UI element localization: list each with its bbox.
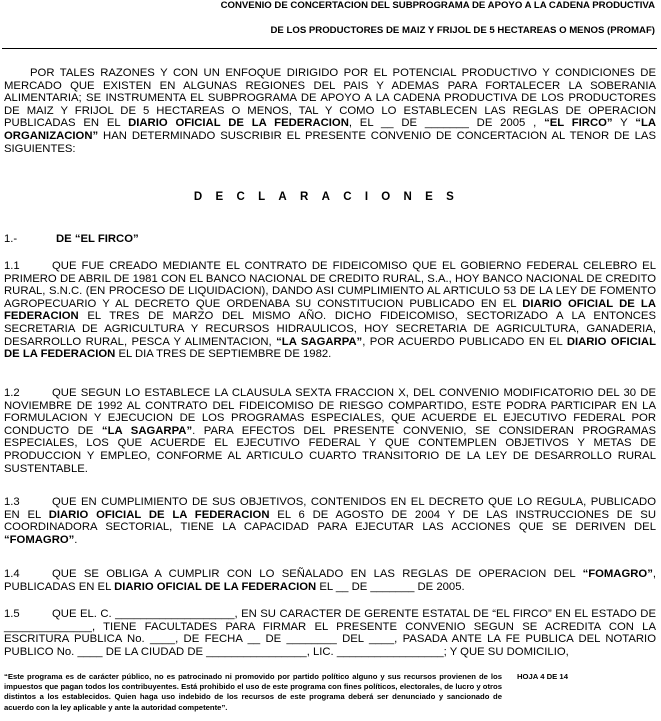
intro-text-2: , EL __ DE _______ DE 2005 , (348, 117, 545, 130)
clause-1-3-number: 1.3 (4, 496, 20, 508)
clause-1-4-bold-2: DIARIO OFICIAL DE LA FEDERACION (114, 580, 317, 593)
clause-1-4-text-1: QUE SE OBLIGA A CUMPLIR CON LO SEÑALADO EN LAS REGLAS DE OPERACION DEL (52, 568, 583, 580)
clause-1-2-text-1: QUE SEGUN LO ESTABLECE LA CLAUSULA SEXTA FRACCION X, DEL CONVENIO MODIFICATORIO DEL 30 DE NOVIEMBRE DE 1992 AL CONTRATO DEL FIDEICOMISO DE RIESGO COMPARTIDO, ESTE PODRA PARTICIPAR EN LA FORMULACION Y EJECUCION DE LOS PROGRAMAS ESPECIALES, QUE ACUERDE EL EJECUTIVO FEDERAL POR CONDUCTO DE (4, 387, 656, 437)
clause-1-1-bold-3: DIARIO OFICIAL DE LA FEDERACION (4, 335, 656, 361)
clause-1-5-text: QUE EL. C. ___________________, EN SU CARACTER DE GERENTE ESTATAL DE “EL FIRCO” EN EL ESTADO DE ______________, TIENE FACULTADES PARA FIRMAR EL PRESENTE CONVENIO SEGUN SE ACREDITA CON LA ESCRITURA PUBLICA No. ____, DE FECHA __ DE ________ DEL ____, PASADA ANTE LA FE PUBLICA DEL NOTARIO PUBLICO No. ____ DE LA CIUDAD DE ________________, LIC. _________________; Y QUE SU DOMICILIO, (4, 608, 656, 658)
intro-bold-1: DIARIO OFICIAL DE LA FEDERACION (128, 117, 349, 130)
clause-1-3-text-3: . (74, 533, 78, 546)
clause-1-2-bold-1: “LA SAGARPA” (101, 424, 193, 437)
page-number: HOJA 4 DE 14 (517, 672, 568, 681)
clause-1-5-number: 1.5 (4, 608, 20, 620)
clause-1-3-bold-2: “FOMAGRO” (4, 533, 75, 546)
clause-1-3-text-1: QUE EN CUMPLIMIENTO DE SUS OBJETIVOS, CONTENIDOS EN EL DECRETO QUE LO REGULA, PUBLICADO EN EL (4, 496, 656, 521)
clause-1-4-number: 1.4 (4, 568, 20, 580)
footer-legal-note: “Este programa es de carácter público, no es patrocinado ni promovido por partido político alguno y sus recursos provienen de los impuestos que pagan todos los contribuyentes. Está prohibido el uso de este programa con fines políticos, electorales, de lucro y otros distintos a los establecidos. Quien haga uso indebido de los recursos de este programa deberá ser denunciado y sancionado de acuerdo con la ley aplicable y ante la autoridad competente”. (4, 672, 502, 712)
clause-1-3-text-2: EL 6 DE AGOSTO DE 2004 Y DE LAS INSTRUCCIONES DE SU COORDINADORA SECTORIAL, TIENE LA CAPACIDAD PARA EJECUTAR LAS ACCIONES QUE SE DERIVEN DEL (4, 508, 656, 534)
clause-1-2-number: 1.2 (4, 387, 20, 399)
clause-1-1-bold-2: “LA SAGARPA” (276, 335, 363, 348)
clause-1-4 (4, 568, 656, 593)
clause-1-5 (4, 608, 656, 658)
clause-1-4-text-3: EL __ DE _______ DE 2005. (316, 580, 465, 593)
header-title-line2: DE LOS PRODUCTORES DE MAIZ Y FRIJOL DE 5 HECTAREAS O MENOS (PROMAF) (270, 25, 655, 36)
clause-1-3 (4, 496, 656, 546)
clause-1-1-text-3: , POR ACUERDO PUBLICADO EN EL (362, 335, 567, 348)
intro-bold-3: “LA ORGANIZACION” (4, 117, 657, 142)
header-title-line1: CONVENIO DE CONCERTACION DEL SUBPROGRAMA DE APOYO A LA CADENA PRODUCTIVA (220, 0, 655, 11)
section-1-heading (4, 233, 139, 245)
clause-1-3-bold-1: DIARIO OFICIAL DE LA FEDERACION (48, 508, 270, 521)
clause-1-1-text-2: EL TRES DE MARZO DEL MISMO AÑO. DICHO FIDEICOMISO, SECTORIZADO A LA ENTONCES SECRETARIA DE AGRICULTURA Y RECURSOS HIDRAULICOS, HOY SECRETARIA DE AGRICULTURA, GANADERIA, DESARROLLO RURAL, PESCA Y ALIMENTACION, (4, 310, 656, 348)
clause-1-1 (4, 260, 656, 361)
clause-1-4-bold-1: “FOMAGRO” (582, 568, 653, 580)
clause-1-1-bold-1: DIARIO OFICIAL DE LA FEDERACION (4, 297, 656, 323)
clause-1-2 (4, 387, 656, 475)
clause-1-4-text-2: , PUBLICADAS EN EL (4, 568, 656, 593)
section-1-number: 1.- (4, 233, 18, 245)
intro-bold-2: “EL FIRCO” (544, 117, 613, 130)
declaraciones-heading: DECLARACIONES (193, 191, 468, 203)
intro-text-1: POR TALES RAZONES Y CON UN ENFOQUE DIRIGIDO POR EL POTENCIAL PRODUCTIVO Y CONDICIONES DE MERCADO QUE EXISTEN EN ALGUNAS REGIONES DEL PAIS Y ADEMAS PARA FORTALECER LA SOBERANIA ALIMENTARIA; SE INSTRUMENTA EL SUBPROGRAMA DE APOYO A LA CADENA PRODUCTIVA DE LOS PRODUCTORES DE MAIZ Y FRIJOL DE 5 HECTAREAS O MENOS, TAL Y COMO LO ESTABLECEN LAS REGLAS DE OPERACION PUBLICADAS EN EL (4, 67, 656, 130)
clause-1-2-text-2: . PARA EFECTOS DEL PRESENTE CONVENIO, SE CONSIDERAN PROGRAMAS ESPECIALES, LOS QUE ACUERDE EL EJECUTIVO FEDERAL Y QUE CONTEMPLEN OBJETIVOS Y METAS DE PRODUCCION Y EMPLEO, CONFORME AL ARTICULO CUARTO TRANSITORIO DE LA LEY DE DESARROLLO RURAL SUSTENTABLE. (4, 424, 656, 475)
clause-1-1-text-1: QUE FUE CREADO MEDIANTE EL CONTRATO DE FIDEICOMISO QUE EL GOBIERNO FEDERAL CELEBRO EL PRIMERO DE ABRIL DE 1981 CON EL BANCO NACIONAL DE CREDITO RURAL, S.A., HOY BANCO NACIONAL DE CREDITO RURAL, S.N.C. (EN PROCESO DE LIQUIDACION), DANDO ASI CUMPLIMIENTO AL ARTICULO 53 DE LA LEY DE FOMENTO AGROPECUARIO Y AL DECRETO QUE ORDENABA SU CONSTITUCION PUBLICADO EN EL (4, 260, 656, 310)
intro-paragraph (4, 67, 656, 155)
intro-text-3: Y (612, 117, 636, 130)
clause-1-1-number: 1.1 (4, 260, 20, 272)
intro-text-4: HAN DETERMINADO SUSCRIBIR EL PRESENTE CONVENIO DE CONCERTACION AL TENOR DE LAS SIGUIENTES: (4, 129, 656, 155)
header-rule (2, 48, 657, 49)
section-1-title: DE “EL FIRCO” (56, 233, 139, 245)
clause-1-1-text-4: EL DIA TRES DE SEPTIEMBRE DE 1982. (115, 348, 332, 361)
